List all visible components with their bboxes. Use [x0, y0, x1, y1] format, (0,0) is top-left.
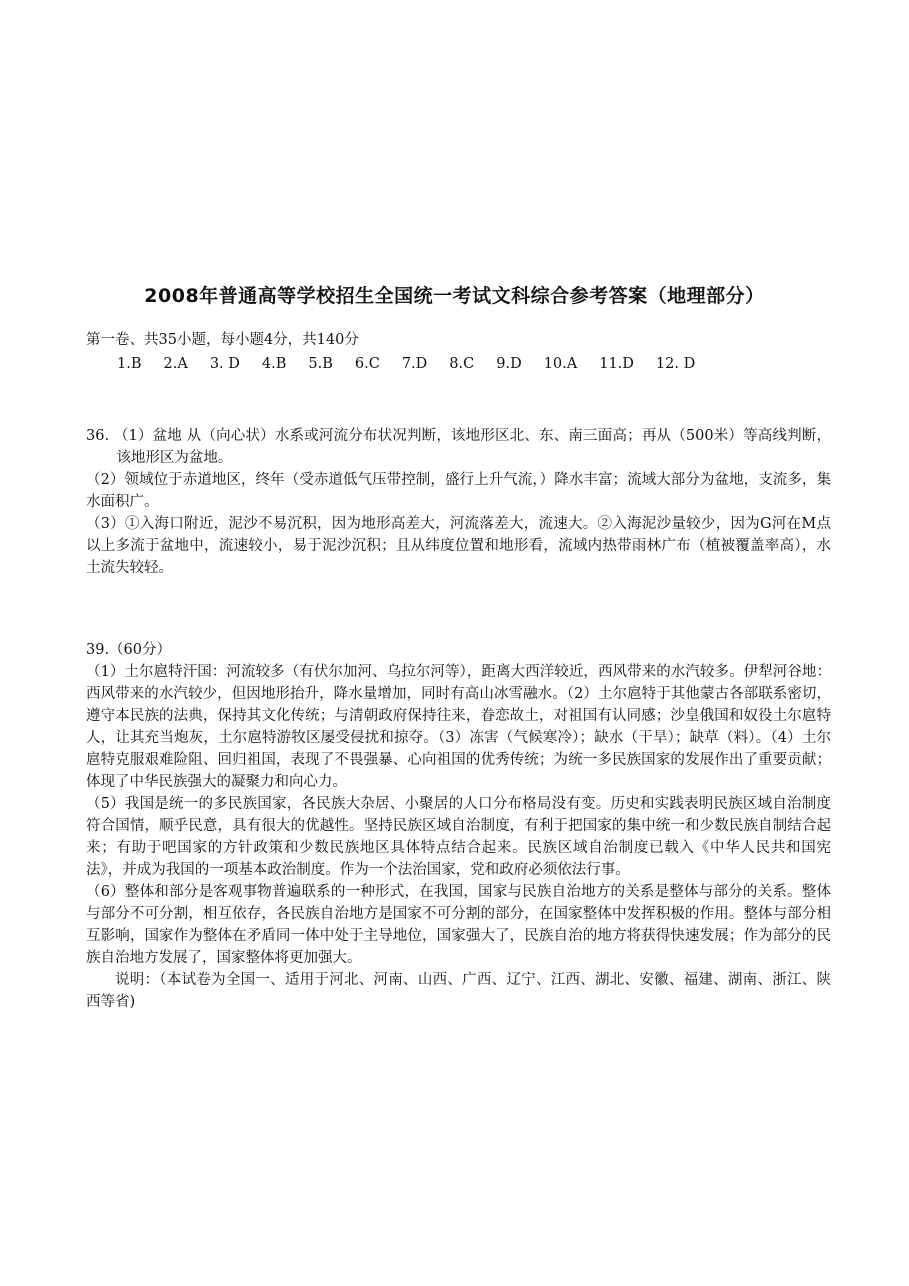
- answer-item: 9.D: [496, 356, 522, 372]
- q36-part1: 36. （1）盆地 从（向心状）水系或河流分布状况判断，该地形区北、东、南三面高；再从（500米）等高线判断，该地形区为盆地。: [86, 428, 831, 466]
- part1-header: 第一卷、共35小题，每小题4分，共140分: [86, 332, 359, 348]
- answer-item: 2.A: [163, 356, 188, 372]
- answer-item: 12. D: [655, 356, 696, 372]
- answer-item: 4.B: [261, 356, 287, 372]
- question-36: [86, 425, 831, 579]
- answer-item: 7.D: [401, 356, 428, 372]
- answer-item: 3. D: [209, 356, 240, 372]
- q39-part2: （5）我国是统一的多民族国家，各民族大杂居、小聚居的人口分布格局没有变。历史和实践表明民族区域自治制度符合国情，顺乎民意，具有很大的优越性。坚持民族区域自治制度，有利于把国家的集中统一和少数民族自制结合起来；有助于吧国家的方针政策和少数民族地区具体特点结合起来。民族区域自治制度已载入《中华人民共和国宪法》，并成为我国的一项基本政治制度。作为一个法治国家，党和政府必须依法行事。: [86, 796, 831, 878]
- q36-part2: （2）领域位于赤道地区，终年（受赤道低气压带控制，盛行上升气流，）降水丰富；流域大部分为盆地，支流多，集水面积广。: [86, 472, 831, 510]
- answer-item: 5.B: [308, 356, 333, 372]
- answer-item: 1.B: [117, 356, 142, 372]
- q36-part3: （3）①入海口附近，泥沙不易沉积，因为地形高差大，河流落差大，流速大。②入海泥沙量较少，因为G河在M点以上多流于盆地中，流速较小，易于泥沙沉积；且从纬度位置和地形看，流域内热带雨林广布（植被覆盖率高），水土流失较轻。: [86, 516, 831, 576]
- q39-header: 39.（60分）: [86, 642, 172, 658]
- question-39: [86, 639, 831, 1013]
- q39-part3: （6）整体和部分是客观事物普遍联系的一种形式，在我国，国家与民族自治地方的关系是整体与部分的关系。整体与部分不可分割，相互依存，各民族自治地方是国家不可分割的部分，在国家整体中发挥积极的作用。整体与部分相互影响，国家作为整体在矛盾同一体中处于主导地位，国家强大了，民族自治的地方将获得快速发展；作为部分的民族自治地方发展了，国家整体将更加强大。: [86, 884, 831, 966]
- answer-item: 10.A: [543, 356, 578, 372]
- answer-item: 8.C: [449, 356, 475, 372]
- answer-item: 6.C: [354, 356, 380, 372]
- answer-item: 11.D: [599, 356, 634, 372]
- document-title: 2008年普通高等学校招生全国统一考试文科综合参考答案（地理部分）: [144, 285, 765, 307]
- answer-key: [117, 356, 717, 372]
- q39-note: 说明：（本试卷为全国一、适用于河北、河南、山西、广西、辽宁、江西、湖北、安徽、福建、湖南、浙江、陕西等省): [86, 972, 831, 1010]
- q39-part1: （1）土尔扈特汗国：河流较多（有伏尔加河、乌拉尔河等），距离大西洋较近，西风带来的水汽较多。伊犁河谷地：西风带来的水汽较少，但因地形抬升，降水量增加，同时有高山冰雪融水。（2）土尔扈特于其他蒙古各部联系密切，遵守本民族的法典，保持其文化传统；与清朝政府保持往来，眷恋故土，对祖国有认同感；沙皇俄国和奴役土尔扈特人，让其充当炮灰，土尔扈特游牧区屡受侵扰和掠夺。（3）冻害（气候寒冷）；缺水（干旱）；缺草（料）。（4）土尔扈特克服艰难险阻、回归祖国，表现了不畏强暴、心向祖国的优秀传统；为统一多民族国家的发展作出了重要贡献；体现了中华民族强大的凝聚力和向心力。: [86, 664, 831, 790]
